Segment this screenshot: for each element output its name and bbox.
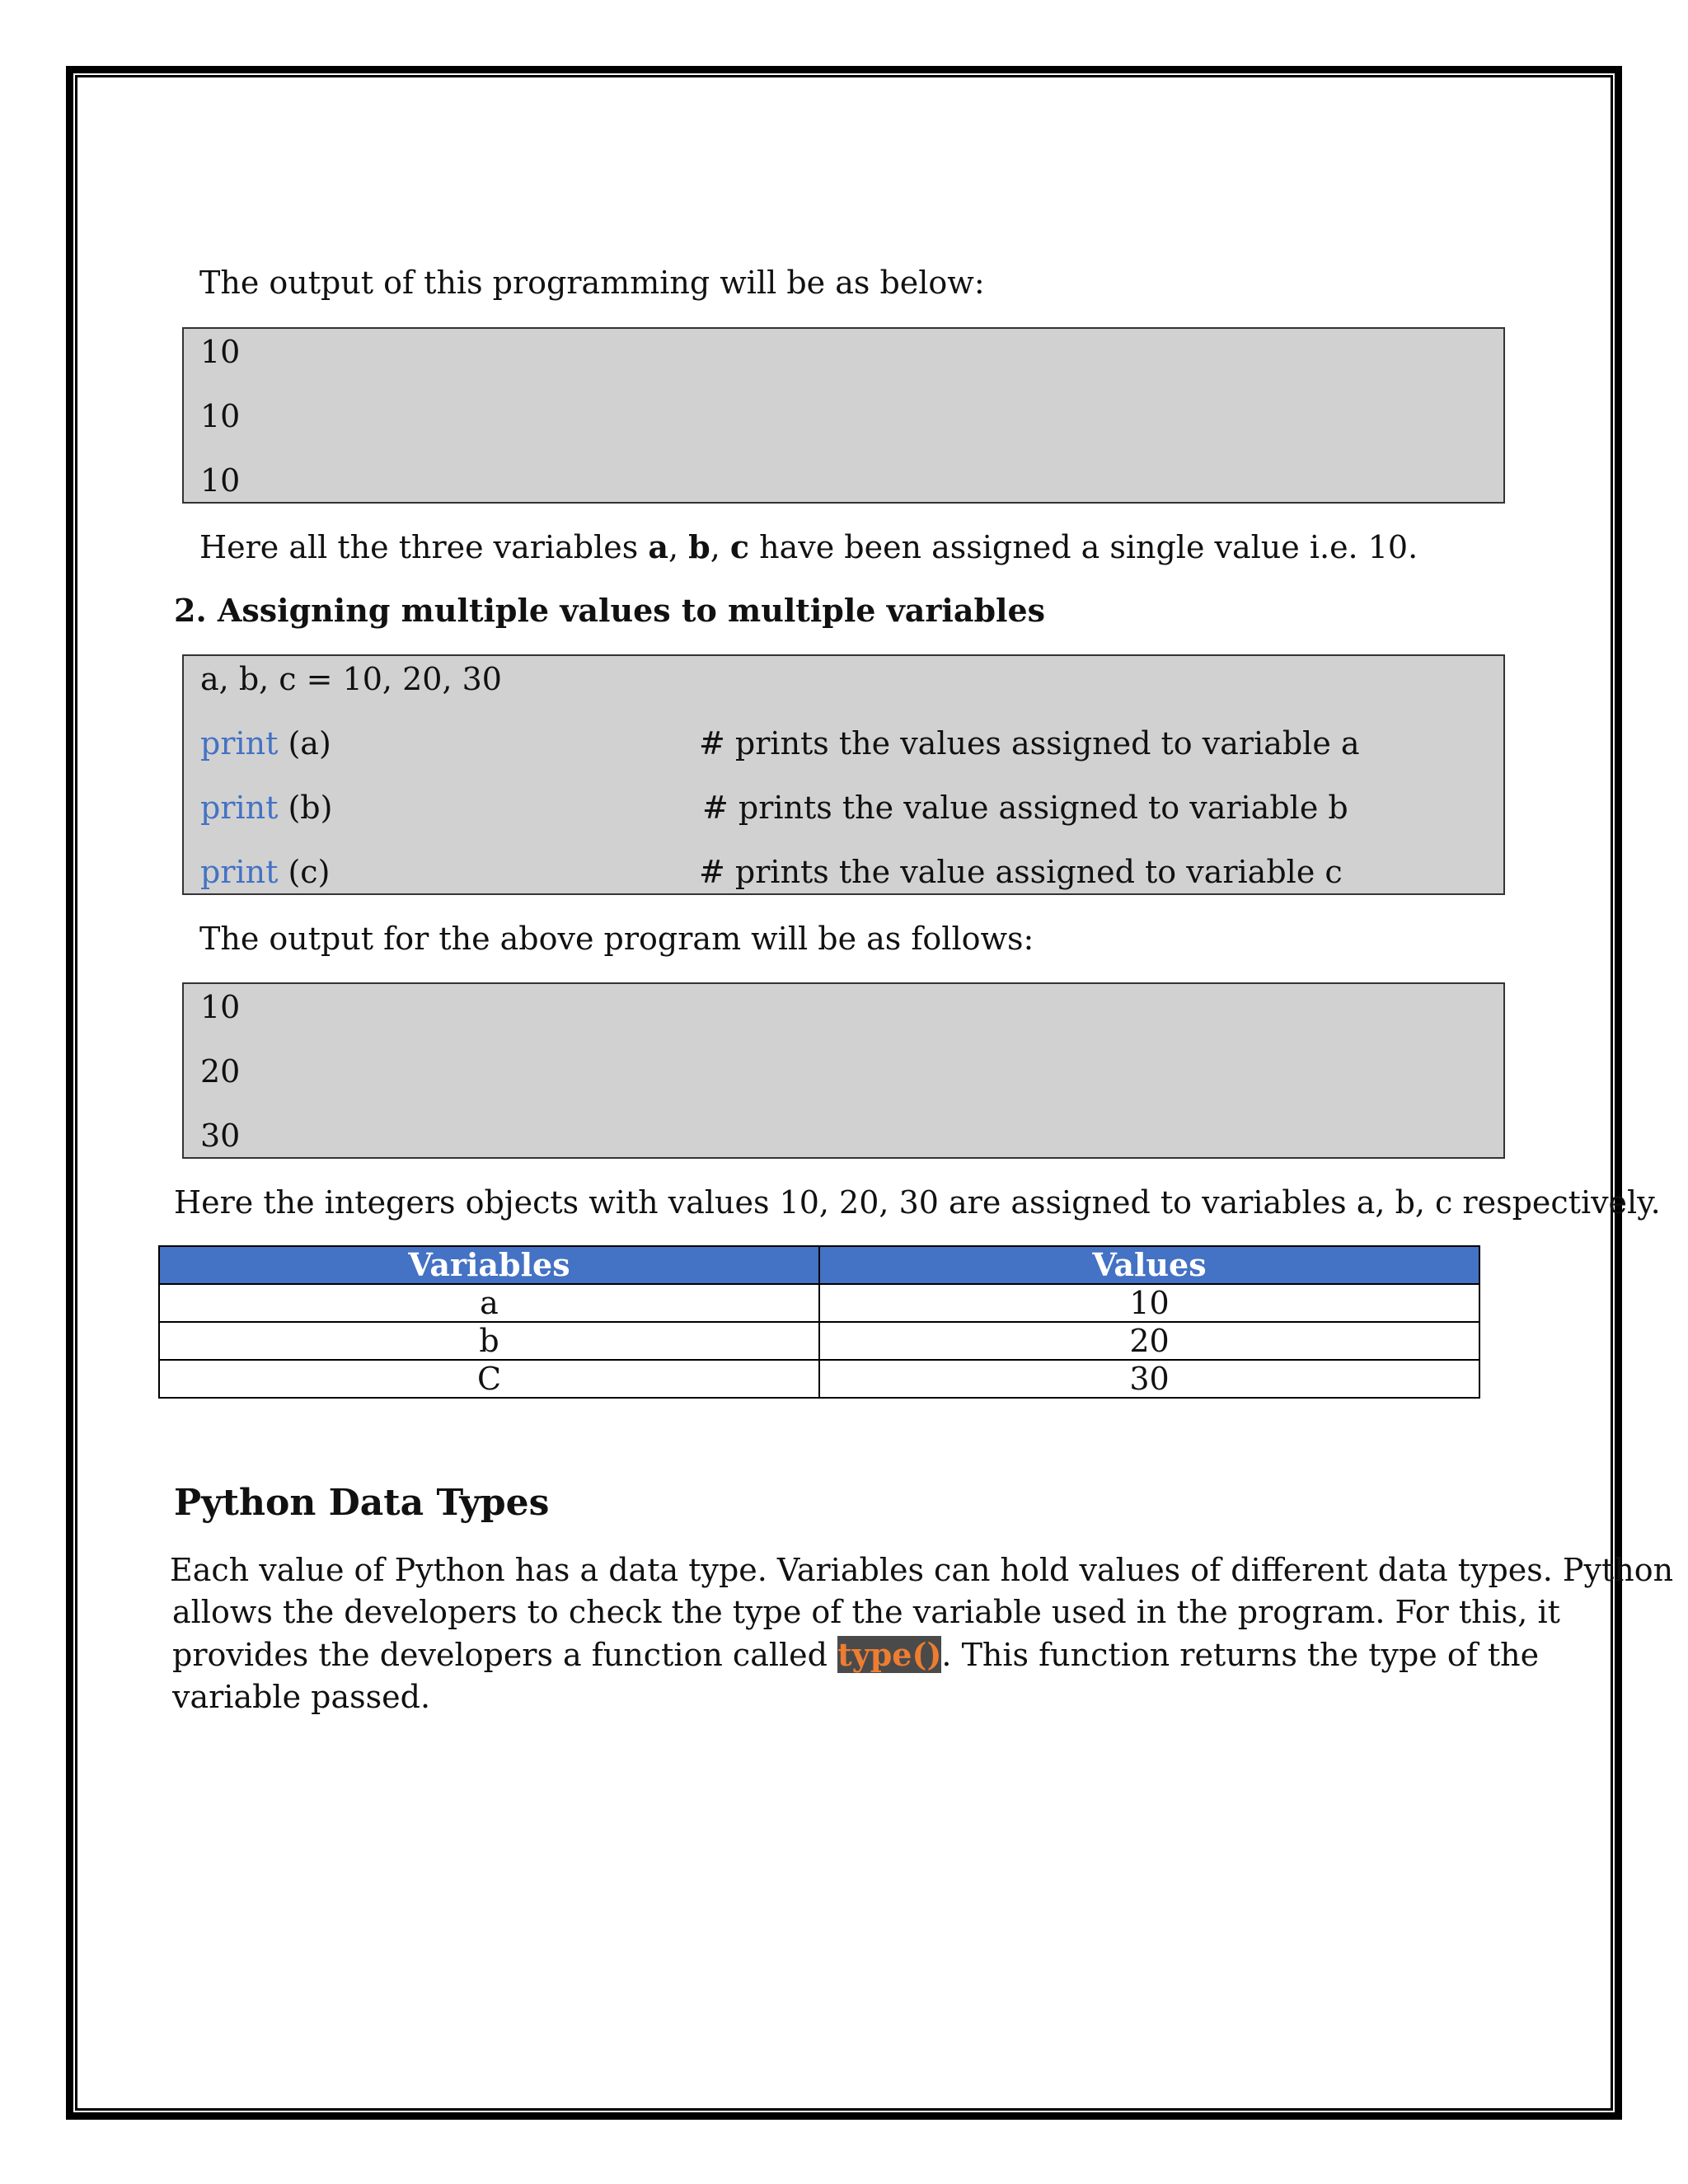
table-cell-value: 20 bbox=[819, 1322, 1479, 1360]
table-row bbox=[159, 1360, 1479, 1398]
variables-values-table bbox=[158, 1245, 1480, 1399]
output-intro-text-2: The output for the above program will be as follows: bbox=[199, 921, 1034, 957]
output-box-2 bbox=[182, 982, 1505, 1159]
table-row bbox=[159, 1322, 1479, 1360]
data-types-paragraph bbox=[170, 1549, 1674, 1718]
paragraph-line: variable passed. bbox=[172, 1679, 431, 1715]
output-line: 10 bbox=[200, 398, 241, 434]
note-single-value: Here all the three variables a, b, c have been assigned a single value i.e. 10. bbox=[199, 528, 1418, 565]
paragraph-line: Each value of Python has a data type. Variables can hold values of different data types. Python bbox=[170, 1552, 1674, 1588]
table-cell-variable: C bbox=[159, 1360, 819, 1398]
type-function-highlight: type() bbox=[837, 1636, 942, 1673]
paragraph-line: allows the developers to check the type of the variable used in the program. For this, it bbox=[172, 1594, 1560, 1630]
code-comment-b: # prints the value assigned to variable b bbox=[702, 790, 1348, 826]
output-line: 10 bbox=[200, 989, 241, 1025]
table-header-values: Values bbox=[819, 1246, 1479, 1284]
section-title-python-data-types: Python Data Types bbox=[174, 1482, 550, 1524]
code-print-a: print (a) bbox=[200, 725, 331, 762]
table-cell-variable: a bbox=[159, 1284, 819, 1322]
code-comment-c: # prints the value assigned to variable c bbox=[699, 854, 1343, 890]
code-print-b: print (b) bbox=[200, 790, 333, 826]
output-line: 20 bbox=[200, 1053, 241, 1090]
code-box bbox=[182, 654, 1505, 895]
code-assign-line: a, b, c = 10, 20, 30 bbox=[200, 661, 502, 697]
table-row bbox=[159, 1284, 1479, 1322]
table-cell-variable: b bbox=[159, 1322, 819, 1360]
output-line: 10 bbox=[200, 334, 241, 370]
output-box-1 bbox=[182, 327, 1505, 504]
section-heading-multiple-assignment: 2. Assigning multiple values to multiple variables bbox=[174, 592, 1046, 629]
code-print-c: print (c) bbox=[200, 854, 331, 890]
code-comment-a: # prints the values assigned to variable a bbox=[699, 725, 1360, 762]
paragraph-line: provides the developers a function called type(). This function returns the type of the bbox=[172, 1636, 1540, 1673]
output-intro-text: The output of this programming will be as below: bbox=[199, 265, 985, 301]
table-header-variables: Variables bbox=[159, 1246, 819, 1284]
note-respective-assignment: Here the integers objects with values 10, 20, 30 are assigned to variables a, b, c respectively. bbox=[174, 1184, 1661, 1221]
table-cell-value: 30 bbox=[819, 1360, 1479, 1398]
table-header-row bbox=[159, 1246, 1479, 1284]
table-cell-value: 10 bbox=[819, 1284, 1479, 1322]
output-line: 30 bbox=[200, 1118, 241, 1154]
output-line: 10 bbox=[200, 462, 241, 499]
